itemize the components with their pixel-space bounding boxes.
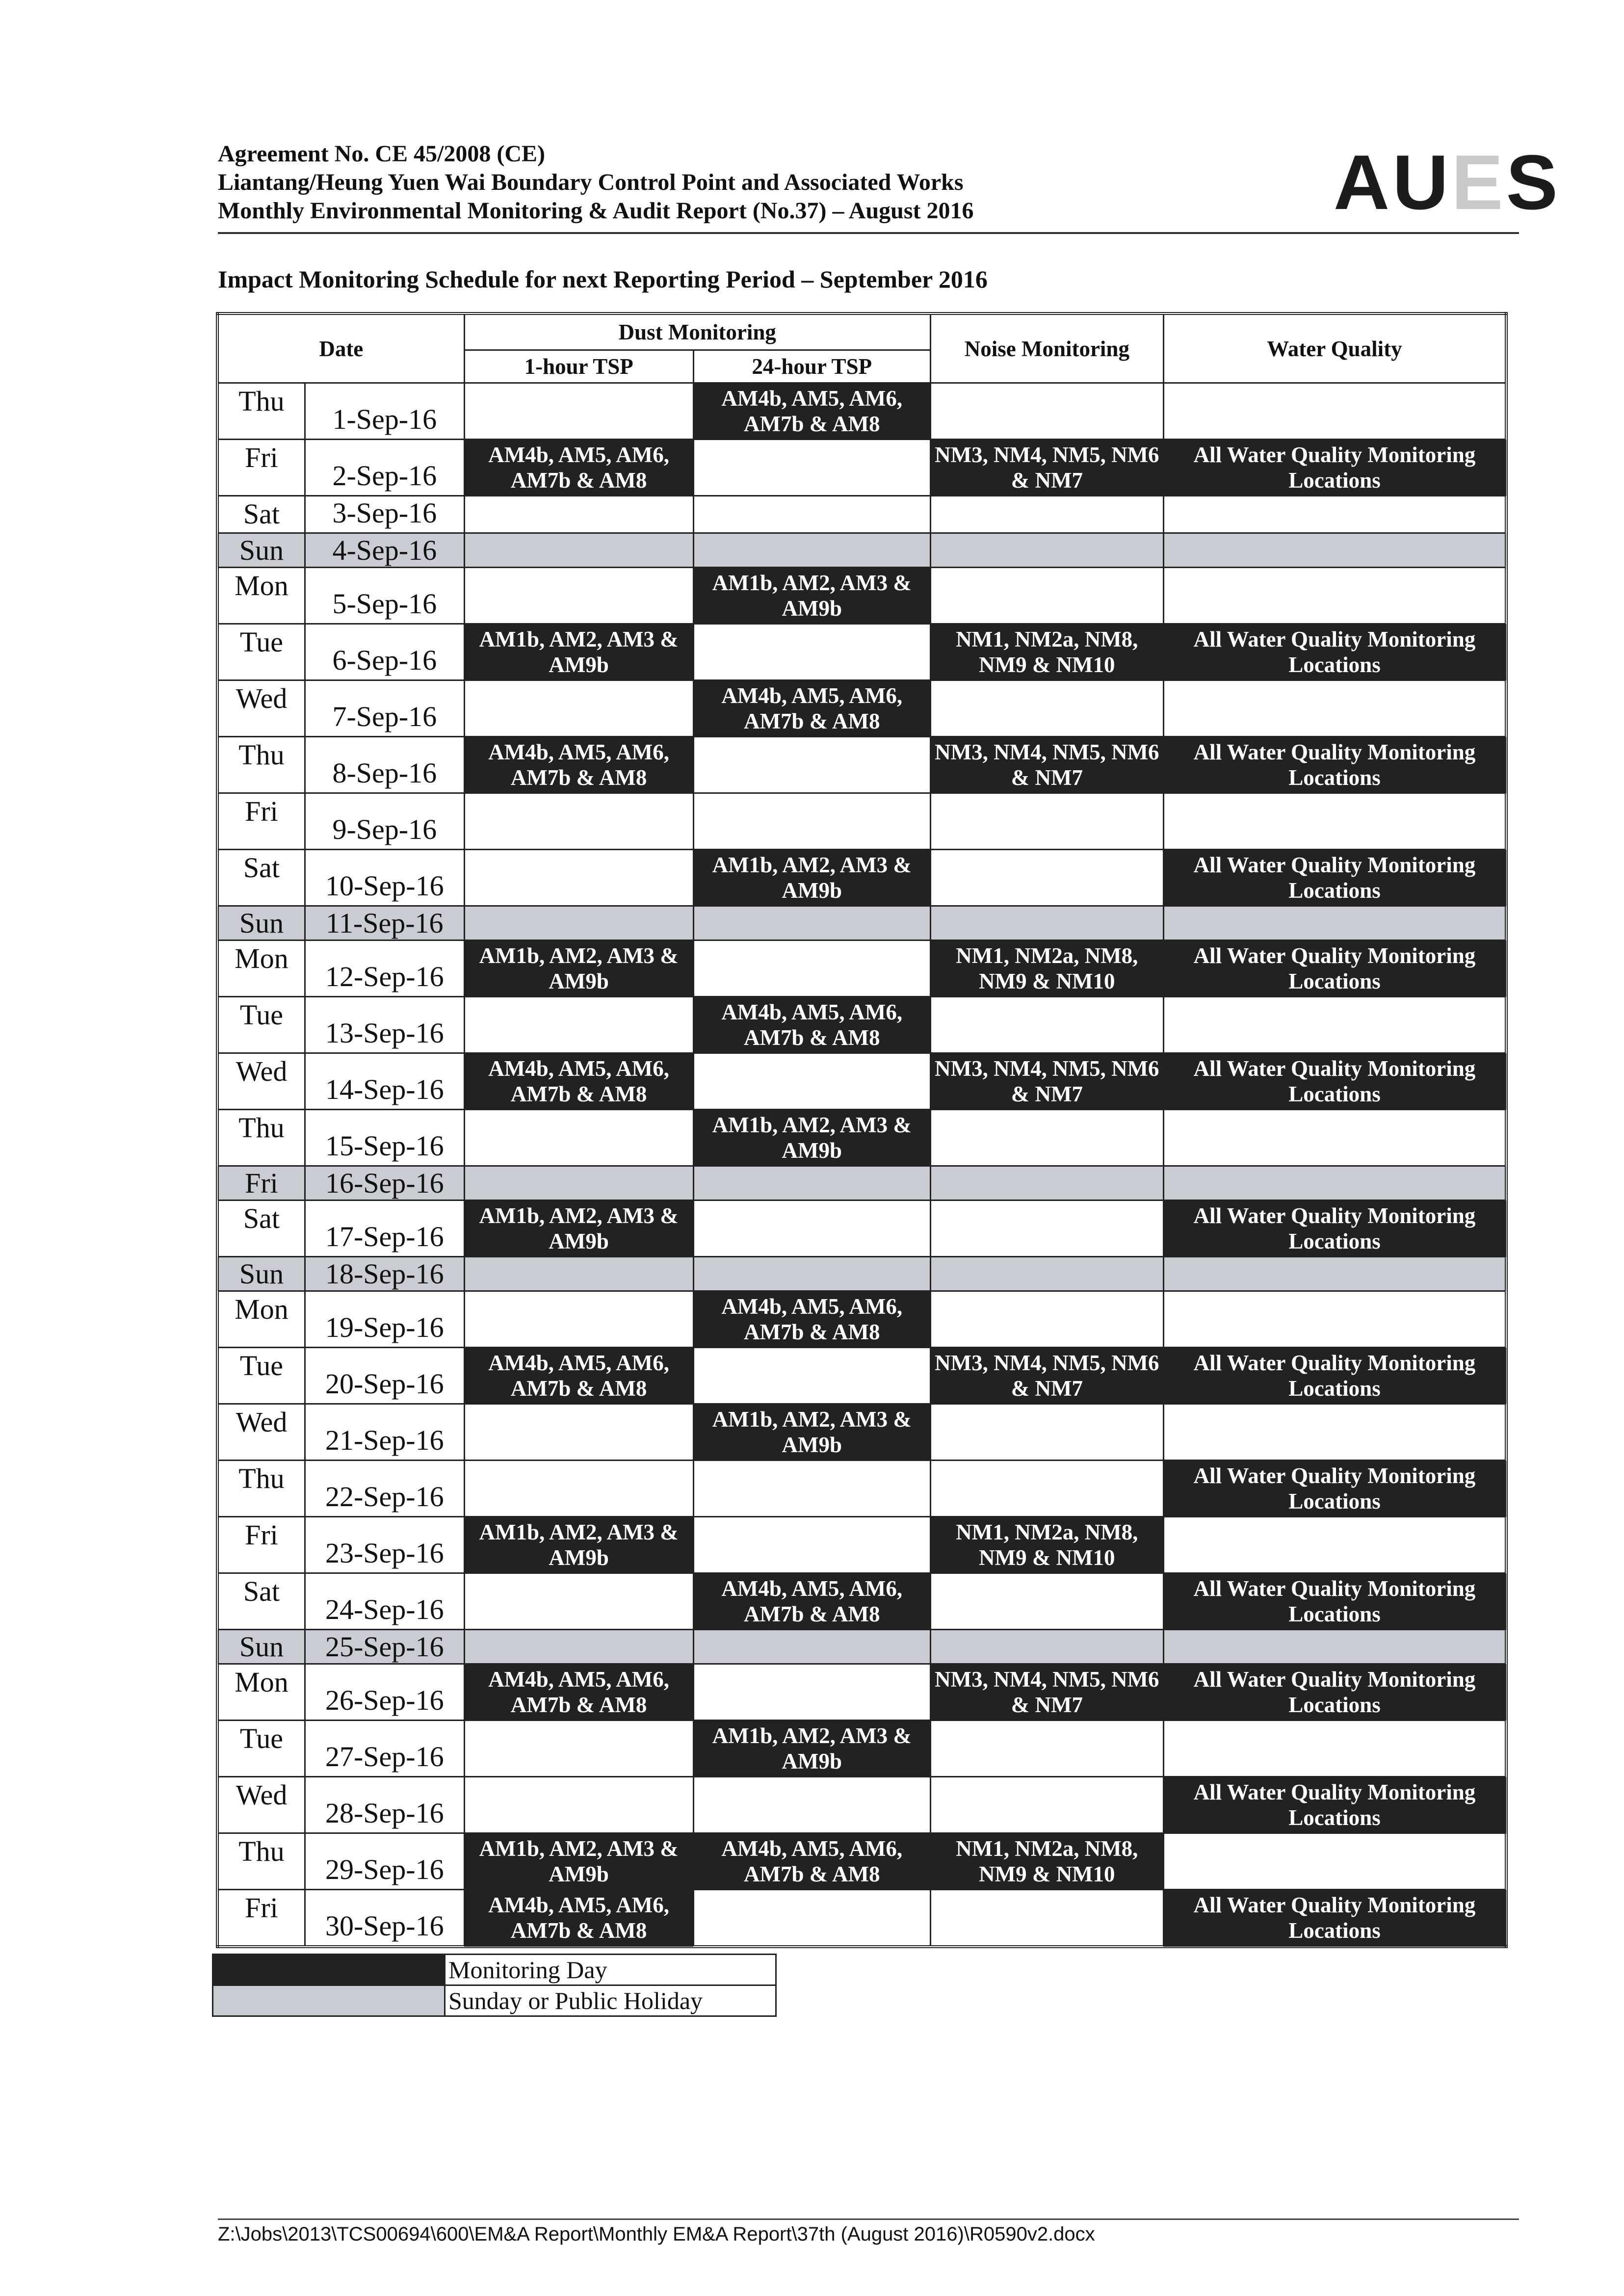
water-cell: All Water Quality Monitoring Locations — [1163, 940, 1506, 997]
tsp1-cell: AM1b, AM2, AM3 & AM9b — [464, 1517, 693, 1573]
legend-swatch-monitoring — [213, 1955, 445, 1985]
header-tsp-1h: 1-hour TSP — [464, 350, 693, 383]
report-header — [218, 140, 1346, 225]
tsp24-cell — [693, 1257, 930, 1291]
header-project: Liantang/Heung Yuen Wai Boundary Control Point and Associated Works — [218, 169, 964, 195]
tsp1-cell — [464, 1291, 693, 1348]
legend-swatch-holiday — [213, 1985, 445, 2016]
tsp24-cell — [693, 737, 930, 793]
water-cell: All Water Quality Monitoring Locations — [1163, 1348, 1506, 1404]
noise-cell: NM1, NM2a, NM8, NM9 & NM10 — [930, 1833, 1163, 1890]
noise-cell: NM3, NM4, NM5, NM6 & NM7 — [930, 1664, 1163, 1721]
day-cell: Mon — [217, 568, 305, 624]
date-cell: 22-Sep-16 — [305, 1461, 464, 1517]
tsp24-cell — [693, 624, 930, 680]
date-cell: 29-Sep-16 — [305, 1833, 464, 1890]
day-cell: Fri — [217, 440, 305, 496]
logo-part-e: E — [1451, 139, 1506, 226]
date-cell: 27-Sep-16 — [305, 1721, 464, 1777]
schedule-row — [217, 940, 1506, 997]
logo-part-au: AU — [1334, 139, 1452, 226]
day-cell: Thu — [217, 383, 305, 440]
day-cell: Fri — [217, 793, 305, 850]
tsp1-cell: AM4b, AM5, AM6, AM7b & AM8 — [464, 737, 693, 793]
tsp24-cell: AM4b, AM5, AM6, AM7b & AM8 — [693, 1291, 930, 1348]
schedule-row — [217, 1833, 1506, 1890]
date-cell: 15-Sep-16 — [305, 1110, 464, 1166]
noise-cell — [930, 1166, 1163, 1200]
tsp24-cell: AM4b, AM5, AM6, AM7b & AM8 — [693, 1833, 930, 1890]
noise-cell — [930, 496, 1163, 533]
schedule-row — [217, 1461, 1506, 1517]
water-cell — [1163, 1630, 1506, 1664]
noise-cell: NM3, NM4, NM5, NM6 & NM7 — [930, 1348, 1163, 1404]
noise-cell: NM1, NM2a, NM8, NM9 & NM10 — [930, 624, 1163, 680]
date-cell: 11-Sep-16 — [305, 906, 464, 940]
water-cell: All Water Quality Monitoring Locations — [1163, 1053, 1506, 1110]
tsp1-cell — [464, 1630, 693, 1664]
tsp24-cell — [693, 1053, 930, 1110]
water-cell: All Water Quality Monitoring Locations — [1163, 1200, 1506, 1257]
tsp24-cell — [693, 1166, 930, 1200]
schedule-row — [217, 1630, 1506, 1664]
tsp1-cell: AM1b, AM2, AM3 & AM9b — [464, 1200, 693, 1257]
schedule-row — [217, 906, 1506, 940]
header-report: Monthly Environmental Monitoring & Audit Report (No.37) – August 2016 — [218, 198, 974, 224]
water-cell — [1163, 1833, 1506, 1890]
date-cell: 24-Sep-16 — [305, 1573, 464, 1630]
date-cell: 28-Sep-16 — [305, 1777, 464, 1833]
noise-cell — [930, 1404, 1163, 1461]
schedule-row — [217, 1573, 1506, 1630]
tsp24-cell — [693, 1517, 930, 1573]
tsp1-cell: AM4b, AM5, AM6, AM7b & AM8 — [464, 1890, 693, 1947]
date-cell: 2-Sep-16 — [305, 440, 464, 496]
noise-cell — [930, 793, 1163, 850]
date-cell: 25-Sep-16 — [305, 1630, 464, 1664]
noise-cell: NM1, NM2a, NM8, NM9 & NM10 — [930, 940, 1163, 997]
tsp1-cell — [464, 496, 693, 533]
schedule-row — [217, 1110, 1506, 1166]
day-cell: Tue — [217, 624, 305, 680]
noise-cell — [930, 1291, 1163, 1348]
header-dust: Dust Monitoring — [464, 313, 930, 350]
tsp24-cell — [693, 793, 930, 850]
noise-cell — [930, 1200, 1163, 1257]
day-cell: Wed — [217, 1777, 305, 1833]
noise-cell — [930, 850, 1163, 906]
tsp24-cell — [693, 1348, 930, 1404]
water-cell: All Water Quality Monitoring Locations — [1163, 1664, 1506, 1721]
schedule-row — [217, 850, 1506, 906]
noise-cell: NM1, NM2a, NM8, NM9 & NM10 — [930, 1517, 1163, 1573]
schedule-row — [217, 440, 1506, 496]
day-cell: Thu — [217, 737, 305, 793]
date-cell: 14-Sep-16 — [305, 1053, 464, 1110]
water-cell — [1163, 568, 1506, 624]
water-cell — [1163, 383, 1506, 440]
day-cell: Wed — [217, 1404, 305, 1461]
tsp1-cell — [464, 1573, 693, 1630]
schedule-row — [217, 1777, 1506, 1833]
header-date: Date — [217, 313, 464, 383]
water-cell — [1163, 793, 1506, 850]
noise-cell — [930, 1461, 1163, 1517]
tsp1-cell: AM4b, AM5, AM6, AM7b & AM8 — [464, 1348, 693, 1404]
noise-cell — [930, 533, 1163, 568]
schedule-row — [217, 1890, 1506, 1947]
noise-cell — [930, 997, 1163, 1053]
tsp1-cell: AM4b, AM5, AM6, AM7b & AM8 — [464, 1053, 693, 1110]
tsp1-cell: AM1b, AM2, AM3 & AM9b — [464, 1833, 693, 1890]
schedule-row — [217, 383, 1506, 440]
schedule-body — [217, 383, 1506, 1947]
date-cell: 17-Sep-16 — [305, 1200, 464, 1257]
footer-rule — [218, 2218, 1519, 2220]
day-cell: Mon — [217, 1664, 305, 1721]
day-cell: Fri — [217, 1517, 305, 1573]
noise-cell — [930, 1573, 1163, 1630]
water-cell: All Water Quality Monitoring Locations — [1163, 737, 1506, 793]
water-cell — [1163, 496, 1506, 533]
water-cell — [1163, 1166, 1506, 1200]
noise-cell — [930, 1777, 1163, 1833]
day-cell: Sat — [217, 496, 305, 533]
noise-cell — [930, 1257, 1163, 1291]
noise-cell — [930, 383, 1163, 440]
day-cell: Thu — [217, 1110, 305, 1166]
schedule-row — [217, 1664, 1506, 1721]
tsp24-cell: AM1b, AM2, AM3 & AM9b — [693, 568, 930, 624]
day-cell: Sun — [217, 1630, 305, 1664]
date-cell: 7-Sep-16 — [305, 680, 464, 737]
noise-cell — [930, 1890, 1163, 1947]
schedule-row — [217, 997, 1506, 1053]
date-cell: 1-Sep-16 — [305, 383, 464, 440]
tsp1-cell: AM1b, AM2, AM3 & AM9b — [464, 940, 693, 997]
noise-cell — [930, 1110, 1163, 1166]
aues-logo — [1334, 139, 1561, 226]
tsp1-cell — [464, 1257, 693, 1291]
schedule-title: Impact Monitoring Schedule for next Reporting Period – September 2016 — [218, 265, 988, 293]
tsp1-cell — [464, 568, 693, 624]
water-cell — [1163, 1721, 1506, 1777]
tsp24-cell — [693, 906, 930, 940]
day-cell: Fri — [217, 1890, 305, 1947]
tsp24-cell — [693, 1461, 930, 1517]
day-cell: Sat — [217, 1573, 305, 1630]
date-cell: 9-Sep-16 — [305, 793, 464, 850]
tsp24-cell: AM1b, AM2, AM3 & AM9b — [693, 850, 930, 906]
day-cell: Sat — [217, 850, 305, 906]
tsp24-cell: AM4b, AM5, AM6, AM7b & AM8 — [693, 1573, 930, 1630]
tsp24-cell — [693, 1777, 930, 1833]
header-tsp-24h: 24-hour TSP — [693, 350, 930, 383]
legend — [212, 1954, 777, 2017]
schedule-row — [217, 1166, 1506, 1200]
tsp1-cell — [464, 533, 693, 568]
day-cell: Sun — [217, 533, 305, 568]
schedule-row — [217, 1291, 1506, 1348]
day-cell: Fri — [217, 1166, 305, 1200]
tsp24-cell — [693, 1200, 930, 1257]
header-agreement: Agreement No. CE 45/2008 (CE) — [218, 141, 546, 167]
tsp24-cell — [693, 1664, 930, 1721]
footer-path: Z:\Jobs\2013\TCS00694\600\EM&A Report\Monthly EM&A Report\37th (August 2016)\R0590v2.docx — [218, 2223, 1095, 2245]
tsp1-cell — [464, 906, 693, 940]
noise-cell — [930, 1630, 1163, 1664]
tsp1-cell — [464, 1777, 693, 1833]
tsp24-cell — [693, 1630, 930, 1664]
noise-cell: NM3, NM4, NM5, NM6 & NM7 — [930, 440, 1163, 496]
tsp1-cell — [464, 1404, 693, 1461]
date-cell: 20-Sep-16 — [305, 1348, 464, 1404]
day-cell: Mon — [217, 1291, 305, 1348]
schedule-row — [217, 1257, 1506, 1291]
water-cell — [1163, 1404, 1506, 1461]
legend-label-monitoring: Monitoring Day — [445, 1955, 776, 1985]
date-cell: 4-Sep-16 — [305, 533, 464, 568]
water-cell — [1163, 1291, 1506, 1348]
date-cell: 8-Sep-16 — [305, 737, 464, 793]
noise-cell — [930, 1721, 1163, 1777]
date-cell: 30-Sep-16 — [305, 1890, 464, 1947]
day-cell: Wed — [217, 1053, 305, 1110]
header-water: Water Quality — [1163, 313, 1506, 383]
day-cell: Wed — [217, 680, 305, 737]
day-cell: Tue — [217, 1348, 305, 1404]
noise-cell — [930, 568, 1163, 624]
schedule-row — [217, 680, 1506, 737]
tsp24-cell — [693, 940, 930, 997]
date-cell: 3-Sep-16 — [305, 496, 464, 533]
schedule-table — [216, 312, 1508, 1948]
schedule-row — [217, 568, 1506, 624]
water-cell: All Water Quality Monitoring Locations — [1163, 440, 1506, 496]
tsp1-cell — [464, 383, 693, 440]
date-cell: 13-Sep-16 — [305, 997, 464, 1053]
tsp24-cell: AM1b, AM2, AM3 & AM9b — [693, 1110, 930, 1166]
date-cell: 19-Sep-16 — [305, 1291, 464, 1348]
schedule-row — [217, 1348, 1506, 1404]
day-cell: Sun — [217, 1257, 305, 1291]
tsp1-cell — [464, 1721, 693, 1777]
water-cell — [1163, 533, 1506, 568]
day-cell: Sat — [217, 1200, 305, 1257]
day-cell: Thu — [217, 1461, 305, 1517]
noise-cell — [930, 680, 1163, 737]
water-cell: All Water Quality Monitoring Locations — [1163, 1461, 1506, 1517]
tsp1-cell — [464, 997, 693, 1053]
schedule-row — [217, 793, 1506, 850]
day-cell: Mon — [217, 940, 305, 997]
day-cell: Thu — [217, 1833, 305, 1890]
noise-cell: NM3, NM4, NM5, NM6 & NM7 — [930, 1053, 1163, 1110]
tsp24-cell: AM4b, AM5, AM6, AM7b & AM8 — [693, 680, 930, 737]
schedule-row — [217, 737, 1506, 793]
tsp1-cell — [464, 1461, 693, 1517]
date-cell: 16-Sep-16 — [305, 1166, 464, 1200]
schedule-row — [217, 1721, 1506, 1777]
tsp1-cell: AM1b, AM2, AM3 & AM9b — [464, 624, 693, 680]
schedule-row — [217, 624, 1506, 680]
water-cell: All Water Quality Monitoring Locations — [1163, 850, 1506, 906]
water-cell: All Water Quality Monitoring Locations — [1163, 1573, 1506, 1630]
water-cell — [1163, 997, 1506, 1053]
tsp24-cell — [693, 496, 930, 533]
date-cell: 6-Sep-16 — [305, 624, 464, 680]
schedule-row — [217, 1404, 1506, 1461]
water-cell — [1163, 1257, 1506, 1291]
day-cell: Tue — [217, 1721, 305, 1777]
schedule-row — [217, 1517, 1506, 1573]
tsp1-cell: AM4b, AM5, AM6, AM7b & AM8 — [464, 440, 693, 496]
tsp24-cell: AM4b, AM5, AM6, AM7b & AM8 — [693, 997, 930, 1053]
water-cell — [1163, 1517, 1506, 1573]
day-cell: Tue — [217, 997, 305, 1053]
tsp24-cell — [693, 533, 930, 568]
date-cell: 5-Sep-16 — [305, 568, 464, 624]
noise-cell — [930, 906, 1163, 940]
schedule-row — [217, 496, 1506, 533]
schedule-row — [217, 1200, 1506, 1257]
tsp1-cell — [464, 680, 693, 737]
logo-part-s: S — [1506, 139, 1561, 226]
tsp1-cell — [464, 850, 693, 906]
water-cell — [1163, 680, 1506, 737]
noise-cell: NM3, NM4, NM5, NM6 & NM7 — [930, 737, 1163, 793]
water-cell: All Water Quality Monitoring Locations — [1163, 624, 1506, 680]
date-cell: 21-Sep-16 — [305, 1404, 464, 1461]
tsp1-cell — [464, 1110, 693, 1166]
schedule-row — [217, 1053, 1506, 1110]
tsp1-cell: AM4b, AM5, AM6, AM7b & AM8 — [464, 1664, 693, 1721]
tsp24-cell — [693, 1890, 930, 1947]
tsp24-cell: AM4b, AM5, AM6, AM7b & AM8 — [693, 383, 930, 440]
date-cell: 10-Sep-16 — [305, 850, 464, 906]
schedule-row — [217, 533, 1506, 568]
water-cell — [1163, 1110, 1506, 1166]
date-cell: 18-Sep-16 — [305, 1257, 464, 1291]
water-cell — [1163, 906, 1506, 940]
water-cell: All Water Quality Monitoring Locations — [1163, 1890, 1506, 1947]
day-cell: Sun — [217, 906, 305, 940]
water-cell: All Water Quality Monitoring Locations — [1163, 1777, 1506, 1833]
legend-label-holiday: Sunday or Public Holiday — [445, 1985, 776, 2016]
tsp1-cell — [464, 1166, 693, 1200]
tsp1-cell — [464, 793, 693, 850]
date-cell: 12-Sep-16 — [305, 940, 464, 997]
tsp24-cell: AM1b, AM2, AM3 & AM9b — [693, 1721, 930, 1777]
date-cell: 26-Sep-16 — [305, 1664, 464, 1721]
tsp24-cell: AM1b, AM2, AM3 & AM9b — [693, 1404, 930, 1461]
header-rule — [218, 232, 1519, 234]
header-noise: Noise Monitoring — [930, 313, 1163, 383]
tsp24-cell — [693, 440, 930, 496]
date-cell: 23-Sep-16 — [305, 1517, 464, 1573]
